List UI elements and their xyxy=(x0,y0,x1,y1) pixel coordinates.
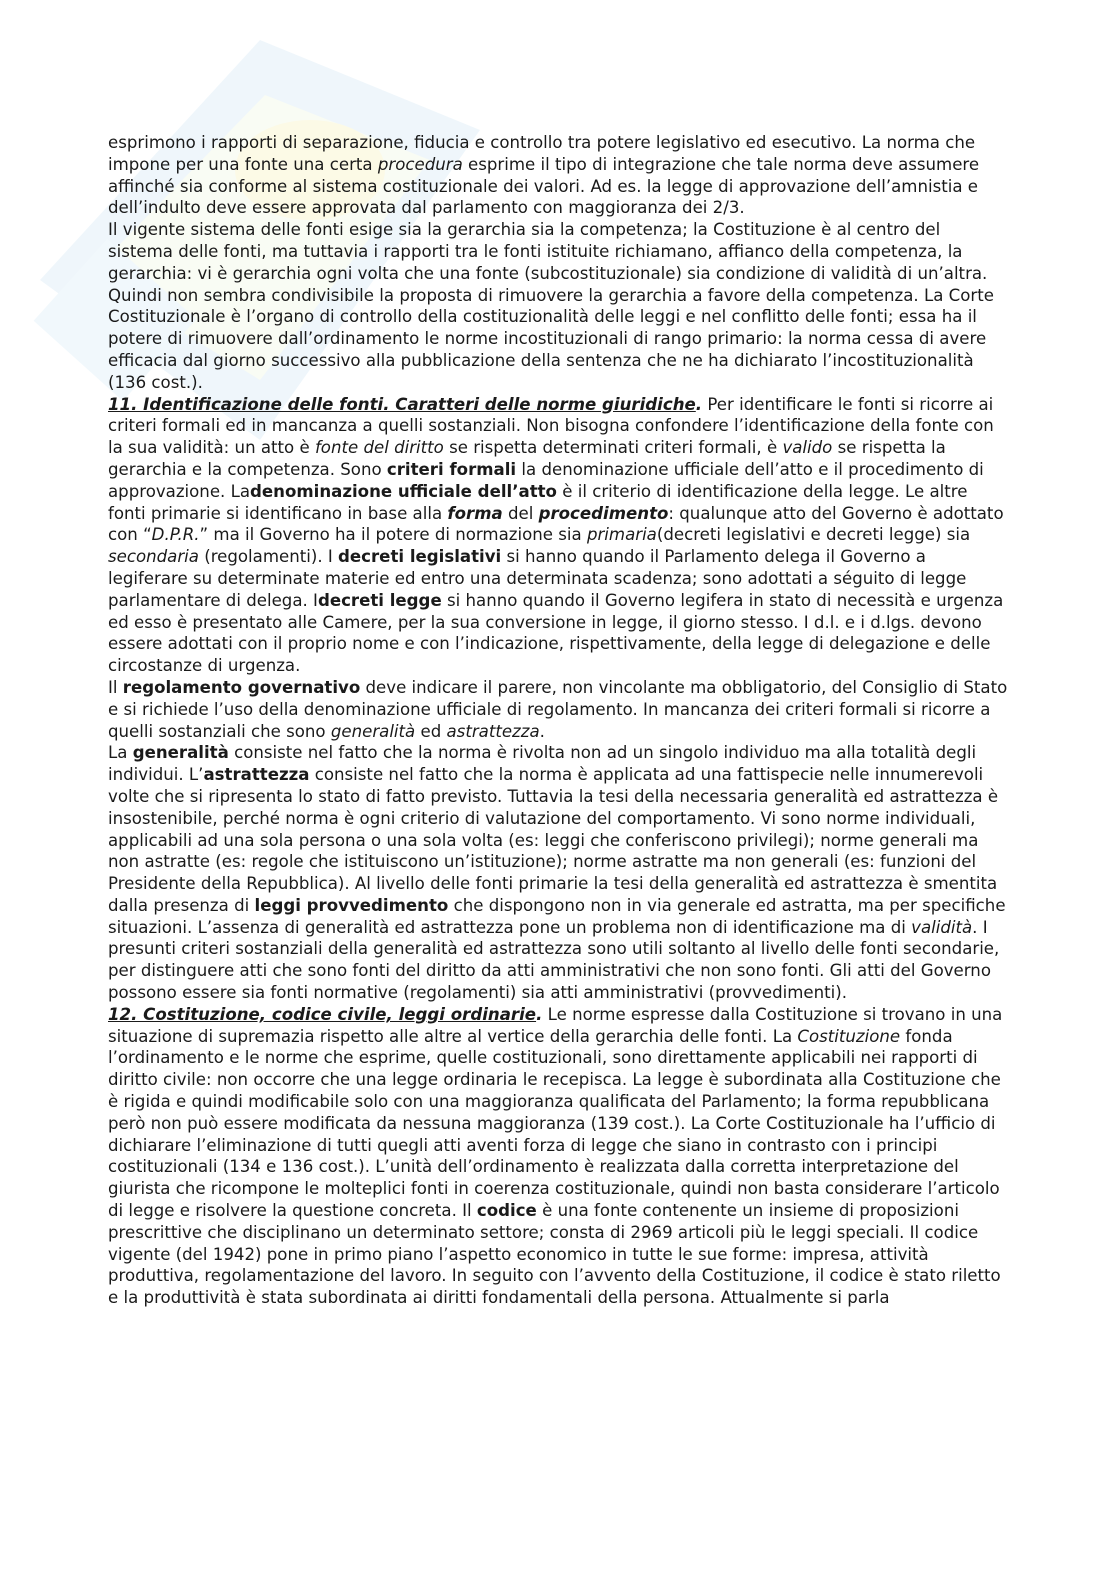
text-run: La xyxy=(108,743,133,763)
bold-italic-term: procedimento xyxy=(538,503,669,523)
bold-term: criteri formali xyxy=(386,459,517,479)
italic-term: fonte del diritto xyxy=(314,438,444,458)
italic-term: validità xyxy=(911,917,973,937)
paragraph-government-regulation xyxy=(108,677,1008,742)
text-run: la denominazione ufficiale dell’atto e il procedimento di approvazione. La xyxy=(108,459,984,501)
bold-italic-term: . xyxy=(536,1004,543,1024)
italic-term: primaria xyxy=(586,525,657,545)
section-heading: 12. Costituzione, codice civile, leggi ordinarie xyxy=(108,1004,537,1024)
text-run: Le norme espresse dalla Costituzione si trovano in una situazione di supremazia rispetto alle altre al vertice della gerarchia delle fonti. La xyxy=(108,1004,1003,1046)
bold-term: generalità xyxy=(132,743,229,763)
text-run: ” ma il Governo ha il potere di normazione sia xyxy=(199,525,587,545)
text-run: consiste nel fatto che la norma è applicata ad una fattispecie nelle innumerevoli volte che si ripresenta lo stato di fatto previsto. Tuttavia la tesi della necessaria generalità ed astrattezza è insostenibile, perché norma è ogni criterio di valutazione del comportamento. Vi sono norme individuali, applicabili ad una sola persona o una sola volta (es: leggi che conferiscono privilegi); norme generali ma non astratte (es: regole che istituiscono un’istituzione); norme astratte ma non generali (es: funzioni del Presidente della Repubblica). Al livello delle fonti primarie la tesi della generalità ed astrattezza è smentita dalla presenza di xyxy=(108,765,999,915)
text-run: (decreti legislativi e decreti legge) sia xyxy=(656,525,971,545)
paragraph-constitutional-court xyxy=(108,219,1008,393)
text-run: ed xyxy=(415,721,447,741)
text-run: si hanno quando il Governo legifera in stato di necessità e urgenza ed esso è presentato alle Camere, per la sua conversione in legge, il giorno stesso. I d.l. e i d.lgs. devono essere adottati con il proprio nome e con l’indicazione, rispettivamente, della legge di delegazione e delle circostanze di urgenza. xyxy=(108,590,1004,676)
text-run: se rispetta la gerarchia e la competenza. Sono xyxy=(108,438,946,479)
italic-term: valido xyxy=(782,438,833,458)
text-run: si hanno quando il Parlamento delega il Governo a legiferare su determinate materie ed entro una determinata scadenza; sono adottati a séguito di legge parlamentare di delega. I xyxy=(108,547,967,610)
bold-term: decreti legislativi xyxy=(338,547,502,567)
text-run: fonda l’ordinamento e le norme che esprime, quelle costituzionali, sono direttamente applicabili nei rapporti di diritto civile: non occorre che una legge ordinaria le recepisca. La legge è subordinata alla Costituzione che è rigida e quindi modificabile solo con una maggioranza qualificata del Parlamento; la forma repubblicana però non può essere modificata da nessuna maggioranza (139 cost.). La Corte Costituzionale ha l’ufficio di dichiarare l’eliminazione di tutti quegli atti aventi forza di legge che siano in contrasto con i principi costituzionali (134 e 136 cost.). L’unità dell’ordinamento è realizzata dalla corretta interpretazione del giurista che ricompone le molteplici fonti in coerenza costituzionale, quindi non basta considerare l’articolo di legge e risolvere la questione concreta. Il xyxy=(108,1026,1001,1221)
paragraph-section-11 xyxy=(108,394,1008,677)
text-run: . I presunti criteri sostanziali della generalità ed astrattezza sono utili soltanto al livello delle fonti secondarie, per distinguere atti che sono fonti del diritto da atti amministrativi che non sono fonti. Gli atti del Governo possono essere sia fonti normative (regolamenti) sia atti amministrativi (provvedimenti). xyxy=(108,917,1000,1003)
bold-italic-term: . xyxy=(695,394,703,414)
text-run: consiste nel fatto che la norma è rivolta non ad un singolo individuo ma alla totalità degli individui. L’ xyxy=(108,743,977,785)
text-run: che dispongono non in via generale ed astratta, ma per specifiche situazioni. L’assenza di generalità ed astrattezza pone un problema non di identificazione ma di xyxy=(108,895,1006,937)
text-run: del xyxy=(502,503,539,523)
paragraph-generality-abstraction xyxy=(108,742,1008,1004)
italic-term: secondaria xyxy=(108,547,199,567)
italic-term: D.P.R. xyxy=(151,525,200,545)
bold-term: codice xyxy=(476,1201,537,1221)
section-heading: 11. Identificazione delle fonti. Caratteri delle norme giuridiche xyxy=(108,394,696,414)
document-body xyxy=(108,132,1008,1309)
italic-term: astrattezza xyxy=(446,721,540,741)
bold-term: astrattezza xyxy=(203,765,310,785)
italic-term: generalità xyxy=(330,721,416,741)
bold-term: denominazione ufficiale dell’atto xyxy=(250,481,557,501)
italic-term: Costituzione xyxy=(797,1026,901,1046)
text-run: è il criterio di identificazione della legge. Le altre fonti primarie si identificano in base alla xyxy=(108,481,968,523)
text-run: Il xyxy=(108,677,123,697)
paragraph-hierarchy-competence xyxy=(108,132,1008,219)
italic-term: procedura xyxy=(377,154,463,174)
text-run: esprimono i rapporti di separazione, fiducia e controllo tra potere legislativo ed esecutivo. La norma che impone per una fonte una certa xyxy=(108,133,976,174)
text-run: Il vigente sistema delle fonti esige sia la gerarchia sia la competenza; la Costituzione è al centro del sistema delle fonti, ma tuttavia i rapporti tra le fonti istituite richiamano, affianco della competenza, la gerarchia: vi è gerarchia ogni volta che una fonte (subcostituzionale) sia condizione di validità di un’altra. Quindi non sembra condivisibile la proposta di rimuovere la gerarchia a favore della competenza. La Corte Costituzionale è l’organo di controllo della costituzionalità delle leggi e nel conflitto delle fonti; essa ha il potere di rimuovere dall’ordinamento le norme incostituzionali di rango primario: la norma cessa di avere efficacia dal giorno successivo alla pubblicazione della sentenza che ne ha dichiarato l’incostituzionalità (136 cost.). xyxy=(108,220,994,392)
text-run: deve indicare il parere, non vincolante ma obbligatorio, del Consiglio di Stato e si richiede l’uso della denominazione ufficiale di regolamento. In mancanza dei criteri formali si ricorre a quelli sostanziali che sono xyxy=(108,677,1008,741)
text-run: esprime il tipo di integrazione che tale norma deve assumere affinché sia conforme al sistema costituzionale dei valori. Ad es. la legge di approvazione dell’amnistia e dell’indulto deve essere approvata dal parlamento con maggioranza dei 2/3. xyxy=(108,154,980,218)
text-run: . xyxy=(539,721,545,741)
bold-term: decreti legge xyxy=(317,590,442,610)
bold-term: regolamento governativo xyxy=(122,677,361,697)
paragraph-section-12 xyxy=(108,1004,1008,1309)
text-run: se rispetta determinati criteri formali, è xyxy=(443,438,783,458)
text-run: : qualunque atto del Governo è adottato con “ xyxy=(108,503,1004,545)
text-run: è una fonte contenente un insieme di proposizioni prescrittive che disciplinano un determinato settore; consta di 2969 articoli più le leggi speciali. Il codice vigente (del 1942) pone in primo piano l’aspetto economico in tutte le sue forme: impresa, attività produttiva, regolamentazione del lavoro. In seguito con l’avvento della Costituzione, il codice è stato riletto e la produttività è stata subordinata ai diritti fondamentali della persona. Attualmente si parla xyxy=(108,1201,1001,1308)
bold-italic-term: forma xyxy=(447,503,503,523)
text-run: (regolamenti). I xyxy=(198,547,339,567)
bold-term: leggi provvedimento xyxy=(254,895,449,915)
text-run: Per identificare le fonti si ricorre ai criteri formali ed in mancanza a quelli sostanziali. Non bisogna confondere l’identificazione della fonte con la sua validità: un atto è xyxy=(108,394,994,458)
